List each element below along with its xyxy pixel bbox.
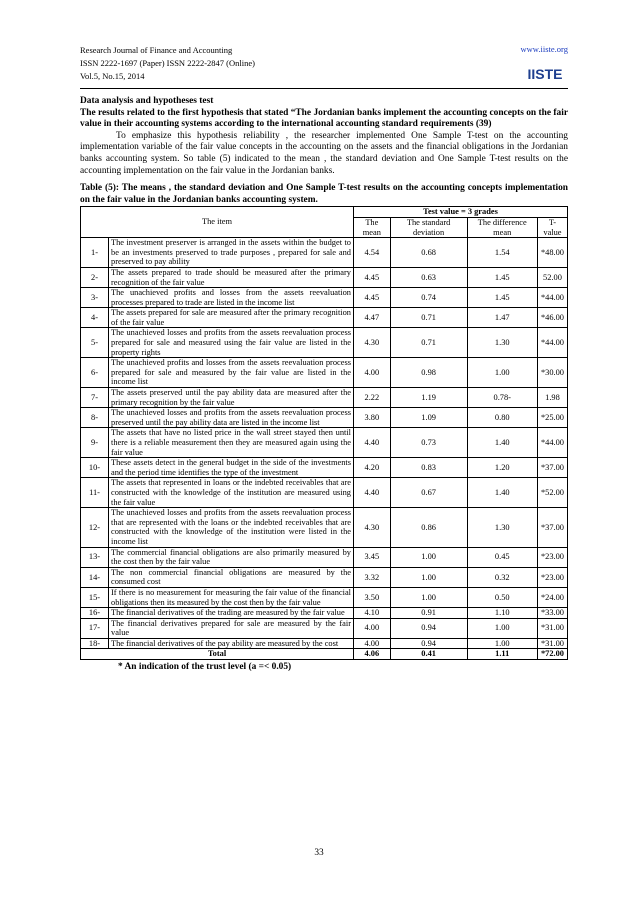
table-row <box>81 618 568 638</box>
table-row <box>81 587 568 607</box>
row-sd: 0.71 <box>390 328 467 358</box>
total-sd: 0.41 <box>390 649 467 660</box>
volume: Vol.5, No.15, 2014 <box>80 71 145 81</box>
row-diff: 1.45 <box>467 267 537 287</box>
row-mean: 4.30 <box>354 508 391 547</box>
total-label: Total <box>81 649 354 660</box>
row-diff: 0.50 <box>467 587 537 607</box>
row-number: 17- <box>81 618 109 638</box>
row-sd: 0.74 <box>390 288 467 308</box>
row-number: 12- <box>81 508 109 547</box>
journal-url[interactable]: www.iiste.org <box>520 44 568 54</box>
row-mean: 3.32 <box>354 567 391 587</box>
table-body <box>81 238 568 649</box>
journal-name: Research Journal of Finance and Accounting <box>80 45 233 55</box>
row-diff: 1.00 <box>467 638 537 649</box>
row-item: The unachieved profits and losses from the assets reevaluation process prepared for sale and measured by the fair value are listed in the income list <box>109 358 354 388</box>
table-row <box>81 567 568 587</box>
diff-header: The difference mean <box>467 217 537 237</box>
total-mean: 4.06 <box>354 649 391 660</box>
row-diff: 1.00 <box>467 618 537 638</box>
row-t-value: 1.98 <box>537 388 567 408</box>
row-item: The investment preserver is arranged in the assets within the budget to be an investments preserved to trade purposes , prepared for sale and preserved to pay ability <box>109 238 354 268</box>
table-row <box>81 638 568 649</box>
row-t-value: *31.00 <box>537 638 567 649</box>
row-t-value: *31.00 <box>537 618 567 638</box>
row-number: 13- <box>81 547 109 567</box>
row-t-value: *25.00 <box>537 408 567 428</box>
row-number: 10- <box>81 458 109 478</box>
row-sd: 0.68 <box>390 238 467 268</box>
page-number: 33 <box>314 848 324 858</box>
row-sd: 0.98 <box>390 358 467 388</box>
row-diff: 1.40 <box>467 478 537 508</box>
row-item: The commercial financial obligations are also primarily measured by the cost then by the fair value <box>109 547 354 567</box>
table-row <box>81 358 568 388</box>
row-item: The financial derivatives of the pay ability are measured by the cost <box>109 638 354 649</box>
row-number: 18- <box>81 638 109 649</box>
row-sd: 0.94 <box>390 618 467 638</box>
table-row <box>81 408 568 428</box>
page-header <box>80 44 255 83</box>
row-diff: 1.00 <box>467 358 537 388</box>
row-diff: 0.45 <box>467 547 537 567</box>
row-diff: 1.40 <box>467 428 537 458</box>
table-row <box>81 288 568 308</box>
section-title: Data analysis and hypotheses test <box>80 96 214 106</box>
row-sd: 1.00 <box>390 567 467 587</box>
row-mean: 4.00 <box>354 358 391 388</box>
row-item: These assets detect in the general budget in the side of the investments and the period time identifies the type of the investment <box>109 458 354 478</box>
table-row <box>81 547 568 567</box>
table-row <box>81 308 568 328</box>
row-number: 2- <box>81 267 109 287</box>
header-rule <box>80 88 568 89</box>
row-sd: 0.63 <box>390 267 467 287</box>
row-t-value: *48.00 <box>537 238 567 268</box>
row-number: 3- <box>81 288 109 308</box>
row-t-value: *30.00 <box>537 358 567 388</box>
row-item: The assets prepared to trade should be measured after the primary recognition of the fair value <box>109 267 354 287</box>
test-value-header: Test value = 3 grades <box>354 207 568 218</box>
table-row <box>81 478 568 508</box>
row-mean: 4.45 <box>354 288 391 308</box>
row-diff: 1.30 <box>467 508 537 547</box>
row-mean: 4.40 <box>354 478 391 508</box>
row-t-value: *46.00 <box>537 308 567 328</box>
row-sd: 0.73 <box>390 428 467 458</box>
row-t-value: *23.00 <box>537 547 567 567</box>
row-number: 6- <box>81 358 109 388</box>
row-number: 16- <box>81 608 109 619</box>
row-number: 8- <box>81 408 109 428</box>
row-item: The unachieved losses and profits from the assets reevaluation process prepared for sale and measured using the fair value are listed in the property rights <box>109 328 354 358</box>
table-row <box>81 428 568 458</box>
row-item: The unachieved losses and profits from the assets reevaluation process preserved until the pay ability data are listed in the income list <box>109 408 354 428</box>
row-mean: 3.50 <box>354 587 391 607</box>
table-row <box>81 267 568 287</box>
row-item: The assets that have no listed price in the wall street stayed then until there is a reliable measurement then they are measured again using the fair value <box>109 428 354 458</box>
row-mean: 4.20 <box>354 458 391 478</box>
page-body <box>80 96 568 674</box>
row-diff: 1.20 <box>467 458 537 478</box>
row-mean: 4.47 <box>354 308 391 328</box>
row-number: 15- <box>81 587 109 607</box>
row-mean: 4.30 <box>354 328 391 358</box>
sd-header: The standard deviation <box>390 217 467 237</box>
row-t-value: *44.00 <box>537 288 567 308</box>
row-item: If there is no measurement for measuring the fair value of the financial obligations then its measured by the cost then by the fair value <box>109 587 354 607</box>
total-row <box>81 649 568 660</box>
row-item: The assets that represented in loans or the indebted receivables that are constructed with the knowledge of the institution are measured using the fair value <box>109 478 354 508</box>
row-mean: 4.45 <box>354 267 391 287</box>
row-t-value: *37.00 <box>537 508 567 547</box>
row-mean: 4.00 <box>354 638 391 649</box>
row-diff: 0.32 <box>467 567 537 587</box>
row-t-value: *33.00 <box>537 608 567 619</box>
row-item: The unachieved profits and losses from the assets reevaluation processes prepared to trade are listed in the income list <box>109 288 354 308</box>
row-mean: 3.80 <box>354 408 391 428</box>
table-row <box>81 608 568 619</box>
row-diff: 1.30 <box>467 328 537 358</box>
row-sd: 0.67 <box>390 478 467 508</box>
table-row <box>81 388 568 408</box>
logo-text: IISTE <box>527 66 563 82</box>
row-mean: 4.40 <box>354 428 391 458</box>
row-number: 9- <box>81 428 109 458</box>
row-sd: 1.19 <box>390 388 467 408</box>
significance-note: * An indication of the trust level (a =< 0.05) <box>118 662 292 673</box>
row-diff: 1.54 <box>467 238 537 268</box>
row-number: 11- <box>81 478 109 508</box>
row-diff: 0.80 <box>467 408 537 428</box>
row-number: 5- <box>81 328 109 358</box>
row-number: 7- <box>81 388 109 408</box>
row-diff: 1.47 <box>467 308 537 328</box>
row-number: 1- <box>81 238 109 268</box>
row-item: The unachieved losses and profits from the assets reevaluation process that are represented with the loans or the indebted receivables that are constructed with the knowledge of the institution were listed in the income list <box>109 508 354 547</box>
issn: ISSN 2222-1697 (Paper) ISSN 2222-2847 (Online) <box>80 58 255 68</box>
table-row <box>81 508 568 547</box>
item-header: The item <box>81 207 354 238</box>
row-mean: 2.22 <box>354 388 391 408</box>
row-sd: 0.83 <box>390 458 467 478</box>
row-diff: 1.45 <box>467 288 537 308</box>
row-number: 14- <box>81 567 109 587</box>
paragraph: To emphasize this hypothesis reliability , the researcher implemented One Sample T-test on the accounting implementation variable of the fair value concepts in the accounting on the assets and the financial obligations in the Jordanian banks accounting system. So table (5) indicated to the mean , the standard deviation and One Sample T-test results on the accounting implementation on the fair value in the Jordanian banks. <box>80 130 568 176</box>
row-mean: 4.00 <box>354 618 391 638</box>
hypothesis-text: The results related to the first hypothesis that stated “The Jordanian banks implement the accounting concepts on the fair value in their accounting systems according to the international accounting standard requirements (39) <box>80 107 568 130</box>
iiste-logo <box>524 62 566 84</box>
row-t-value: *23.00 <box>537 567 567 587</box>
row-item: The financial derivatives prepared for sale are measured by the fair value <box>109 618 354 638</box>
table-row <box>81 458 568 478</box>
row-sd: 0.71 <box>390 308 467 328</box>
row-diff: 1.10 <box>467 608 537 619</box>
mean-header: The mean <box>354 217 391 237</box>
row-item: The non commercial financial obligations are measured by the consumed cost <box>109 567 354 587</box>
row-mean: 4.10 <box>354 608 391 619</box>
t-header: T-value <box>537 217 567 237</box>
row-sd: 1.00 <box>390 587 467 607</box>
row-sd: 0.94 <box>390 638 467 649</box>
row-item: The financial derivatives of the trading are measured by the fair value <box>109 608 354 619</box>
table-row <box>81 238 568 268</box>
table-caption: Table (5): The means , the standard deviation and One Sample T-test results on the accounting concepts implementation on the fair value in the Jordanian banks accounting system. <box>80 183 568 205</box>
row-t-value: *24.00 <box>537 587 567 607</box>
row-item: The assets preserved until the pay ability data are measured after the primary recognition by the fair value <box>109 388 354 408</box>
total-t: *72.00 <box>537 649 567 660</box>
row-t-value: *44.00 <box>537 428 567 458</box>
row-sd: 1.00 <box>390 547 467 567</box>
row-mean: 3.45 <box>354 547 391 567</box>
row-sd: 0.91 <box>390 608 467 619</box>
row-mean: 4.54 <box>354 238 391 268</box>
row-t-value: *52.00 <box>537 478 567 508</box>
row-number: 4- <box>81 308 109 328</box>
row-sd: 1.09 <box>390 408 467 428</box>
row-diff: 0.78- <box>467 388 537 408</box>
row-t-value: *44.00 <box>537 328 567 358</box>
row-item: The assets prepared for sale are measured after the primary recognition of the fair value <box>109 308 354 328</box>
results-table <box>80 206 568 660</box>
total-diff: 1.11 <box>467 649 537 660</box>
table-row <box>81 328 568 358</box>
row-t-value: 52.00 <box>537 267 567 287</box>
row-sd: 0.86 <box>390 508 467 547</box>
row-t-value: *37.00 <box>537 458 567 478</box>
